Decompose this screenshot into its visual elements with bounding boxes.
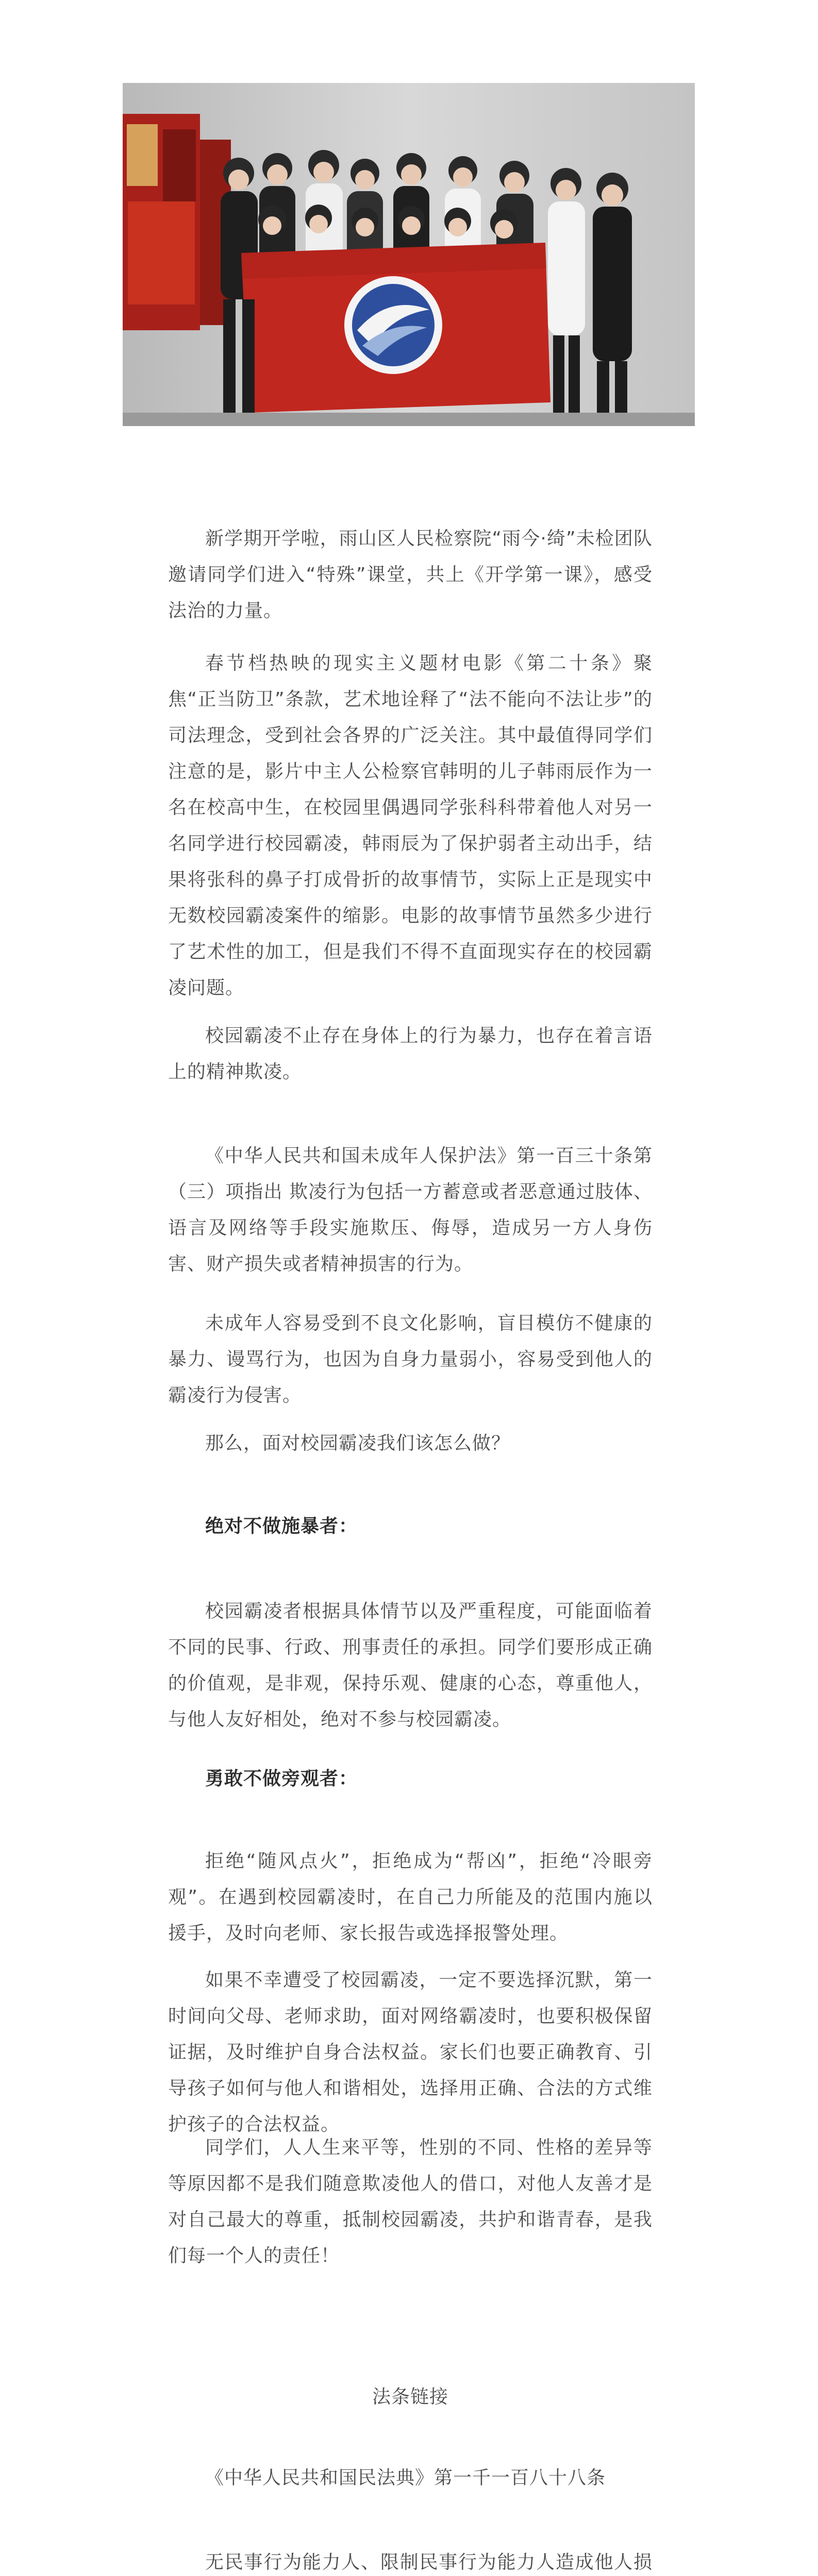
intro-paragraph: 新学期开学啦，雨山区人民检察院“雨今·绮”未检团队邀请同学们进入“特殊”课堂，共上《开学第一课》，感受法治的力量。 (168, 528, 653, 621)
film-paragraph: 春节档热映的现实主义题材电影《第二十条》聚焦“正当防卫”条款，艺术地诠释了“法不能向不法让步”的司法理念，受到社会各界的广泛关注。其中最值得同学们注意的是，影片中主人公检察官韩明的儿子韩雨辰作为一名在校高中生，在校园里偶遇同学张科科带着他人对另一名同学进行校园霸凌，韩雨辰为了保护弱者主动出手，结果将张科的鼻子打成骨折的故事情节，实际上正是现实中无数校园霸凌案件的缩影。电影的故事情节虽然多少进行了艺术性的加工，但是我们不得不直面现实存在的校园霸凌问题。 (168, 653, 653, 998)
victim-advice-paragraph: 如果不幸遭受了校园霸凌，一定不要选择沉默，第一时间向父母、老师求助，面对网络霸凌时，也要积极保留证据，及时维护自身合法权益。家长们也要正确教育、引导孩子如何与他人和谐相处，选择用正确、合法的方式维护孩子的合法权益。 (168, 1970, 653, 2135)
civil-code-text: 无民事行为能力人、限制民事行为能力人造成他人损 (205, 2552, 653, 2573)
bullying-types-paragraph: 校园霸凌不止存在身体上的行为暴力，也存在着言语上的精神欺凌。 (168, 1025, 653, 1082)
closing-paragraph: 同学们，人人生来平等，性别的不同、性格的差异等等原因都不是我们随意欺凌他人的借口，对他人友善才是对自己最大的尊重，抵制校园霸凌，共护和谐青春，是我们每一个人的责任！ (168, 2137, 653, 2266)
question-paragraph: 那么，面对校园霸凌我们该怎么做？ (205, 1433, 511, 1454)
law-quote-paragraph: 《中华人民共和国未成年人保护法》第一百三十条第（三）项指出 欺凌行为包括一方蓄意或者恶意通过肢体、语言及网络等手段实施欺压、侮辱，造成另一方人身伤害、财产损失或者精神损害的行为。 (168, 1145, 653, 1275)
section-heading-no-bully: 绝对不做施暴者： (205, 1516, 358, 1537)
minor-influence-paragraph: 未成年人容易受到不良文化影响，盲目模仿不健康的暴力、谩骂行为，也因为自身力量弱小，容易受到他人的霸凌行为侵害。 (168, 1313, 653, 1406)
section-heading-no-bystander: 勇敢不做旁观者： (205, 1768, 358, 1789)
group-photo-illustration (123, 83, 695, 426)
civil-code-title: 《中华人民共和国民法典》第一千一百八十八条 (205, 2467, 606, 2488)
no-bystander-paragraph: 拒绝“随风点火”，拒绝成为“帮凶”，拒绝“冷眼旁观”。在遇到校园霸凌时，在自己力所能及的范围内施以援手，及时向老师、家长报告或选择报警处理。 (168, 1851, 653, 1944)
no-bully-paragraph: 校园霸凌者根据具体情节以及严重程度，可能面临着不同的民事、行政、刑事责任的承担。同学们要形成正确的价值观，是非观，保持乐观、健康的心态，尊重他人，与他人友好相处，绝对不参与校园霸凌。 (168, 1601, 653, 1730)
legal-links-heading: 法条链接 (372, 2386, 448, 2408)
group-photo (123, 83, 695, 426)
